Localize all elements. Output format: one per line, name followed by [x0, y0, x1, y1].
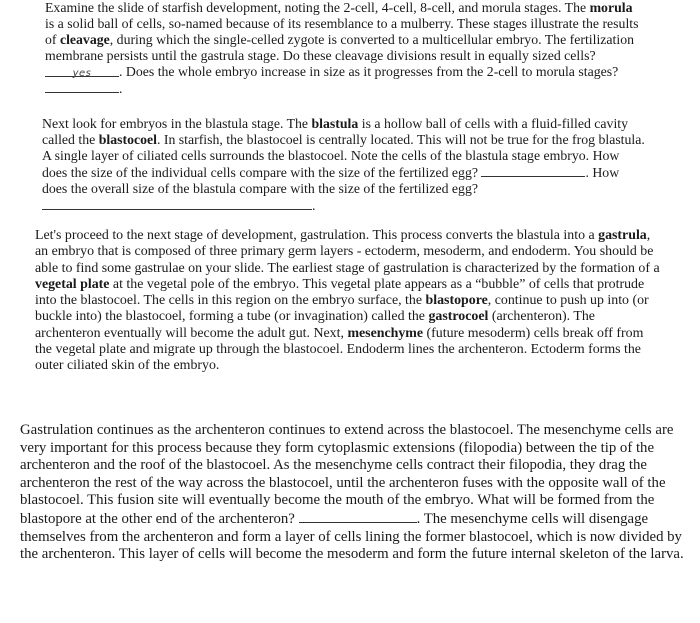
text: Examine the slide of starfish development, noting the 2-cell, 4-cell, 8-cell, and morula stages. The [45, 0, 590, 15]
text: , an embryo that is composed of three primary germ layers - ectoderm, mesoderm, and endoderm. You should be able to find some gastrulae on your slide. The earliest stage of gastrulation is characterized by the formation of a [35, 228, 660, 276]
term-gastrocoel: gastrocoel [428, 309, 489, 325]
paragraph-archenteron [20, 422, 685, 564]
text: , continue to push up into (or buckle into) the blastocoel, forming a tube (or invagination) called the [35, 293, 649, 325]
handwritten-answer: yes [72, 67, 92, 79]
answer-blank-cell-size[interactable] [481, 164, 585, 177]
text: . The mesenchyme cells will disengage themselves from the archenteron and form a layer of cells lining the former blastocoel, which is now divided by the archenteron. This layer of cells will become the mesoderm and form the future internal skeleton of the larva. [20, 510, 684, 563]
term-blastocoel: blastocoel [98, 131, 157, 147]
term-vegetal-plate: vegetal plate [35, 276, 110, 292]
text: Let's proceed to the next stage of development, gastrulation. This process converts the blastula into a [35, 228, 599, 243]
term-morula: morula [589, 0, 633, 15]
answer-blank-blastopore-fate[interactable] [299, 510, 417, 523]
paragraph-blastula [42, 116, 647, 213]
text: . [312, 197, 316, 213]
paragraph-gastrulation [35, 228, 660, 375]
text: is a solid ball of cells, so-named because of its resemblance to a mulberry. These stages illustrate the results of [45, 15, 639, 47]
term-gastrula: gastrula [598, 228, 647, 243]
text: Next look for embryos in the blastula stage. The [42, 116, 312, 131]
text: . [119, 80, 123, 96]
answer-blank-blastula-size[interactable] [42, 197, 312, 210]
term-blastula: blastula [311, 116, 359, 131]
answer-blank-embryo-size[interactable] [45, 80, 119, 93]
text: . Does the whole embryo increase in size as it progresses from the 2-cell to morula stages? [119, 63, 619, 79]
text: Gastrulation continues as the archenteron continues to extend across the blastocoel. The mesenchyme cells are very important for this process because they form cytoplasmic extensions (filopodia) between the tip of the archenteron and the roof of the blastocoel. As the mesenchyme cells contract their filopodia, they drag the archenteron the rest of the way across the blastocoel, until the archenteron fuses with the opposite wall of the blastocoel. This fusion site will eventually become the mouth of the embryo. What will be formed from the blastopore at the other end of the archenteron? [20, 422, 674, 527]
term-cleavage: cleavage [59, 31, 110, 47]
text: is a hollow ball of cells with a fluid-filled cavity called the [42, 116, 629, 147]
text: , during which the single-celled zygote is converted to a multicellular embryo. The fertilization membrane persists until the gastrula stage. Do these cleavage divisions result in equally sized cells? [45, 31, 635, 63]
text: (archenteron). The archenteron eventually will become the adult gut. Next, [35, 309, 595, 341]
text: . How does the overall size of the blastula compare with the size of the fertilized egg? [42, 164, 620, 196]
term-mesenchyme: mesenchyme [347, 325, 424, 341]
text: . In starfish, the blastocoel is centrally located. This will not be true for the frog blastula. A single layer of ciliated cells surrounds the blastocoel. Note the cells of the blastula stage embryo. How does the size of the individual cells compare with the size of the fertilized egg? [42, 131, 645, 180]
text: at the vegetal pole of the embryo. This vegetal plate appears as a “bubble” of cells that protrude into the blastocoel. The cells in this region on the embryo surface, the [35, 276, 645, 309]
term-blastopore: blastopore [425, 293, 488, 309]
text: (future mesoderm) cells break off from the vegetal plate and migrate up through the blastocoel. Endoderm lines the archenteron. Ectoderm forms the outer ciliated skin of the embryo. [35, 325, 644, 374]
paragraph-cleavage [45, 0, 645, 96]
answer-blank-equal-cells[interactable] [45, 64, 119, 77]
